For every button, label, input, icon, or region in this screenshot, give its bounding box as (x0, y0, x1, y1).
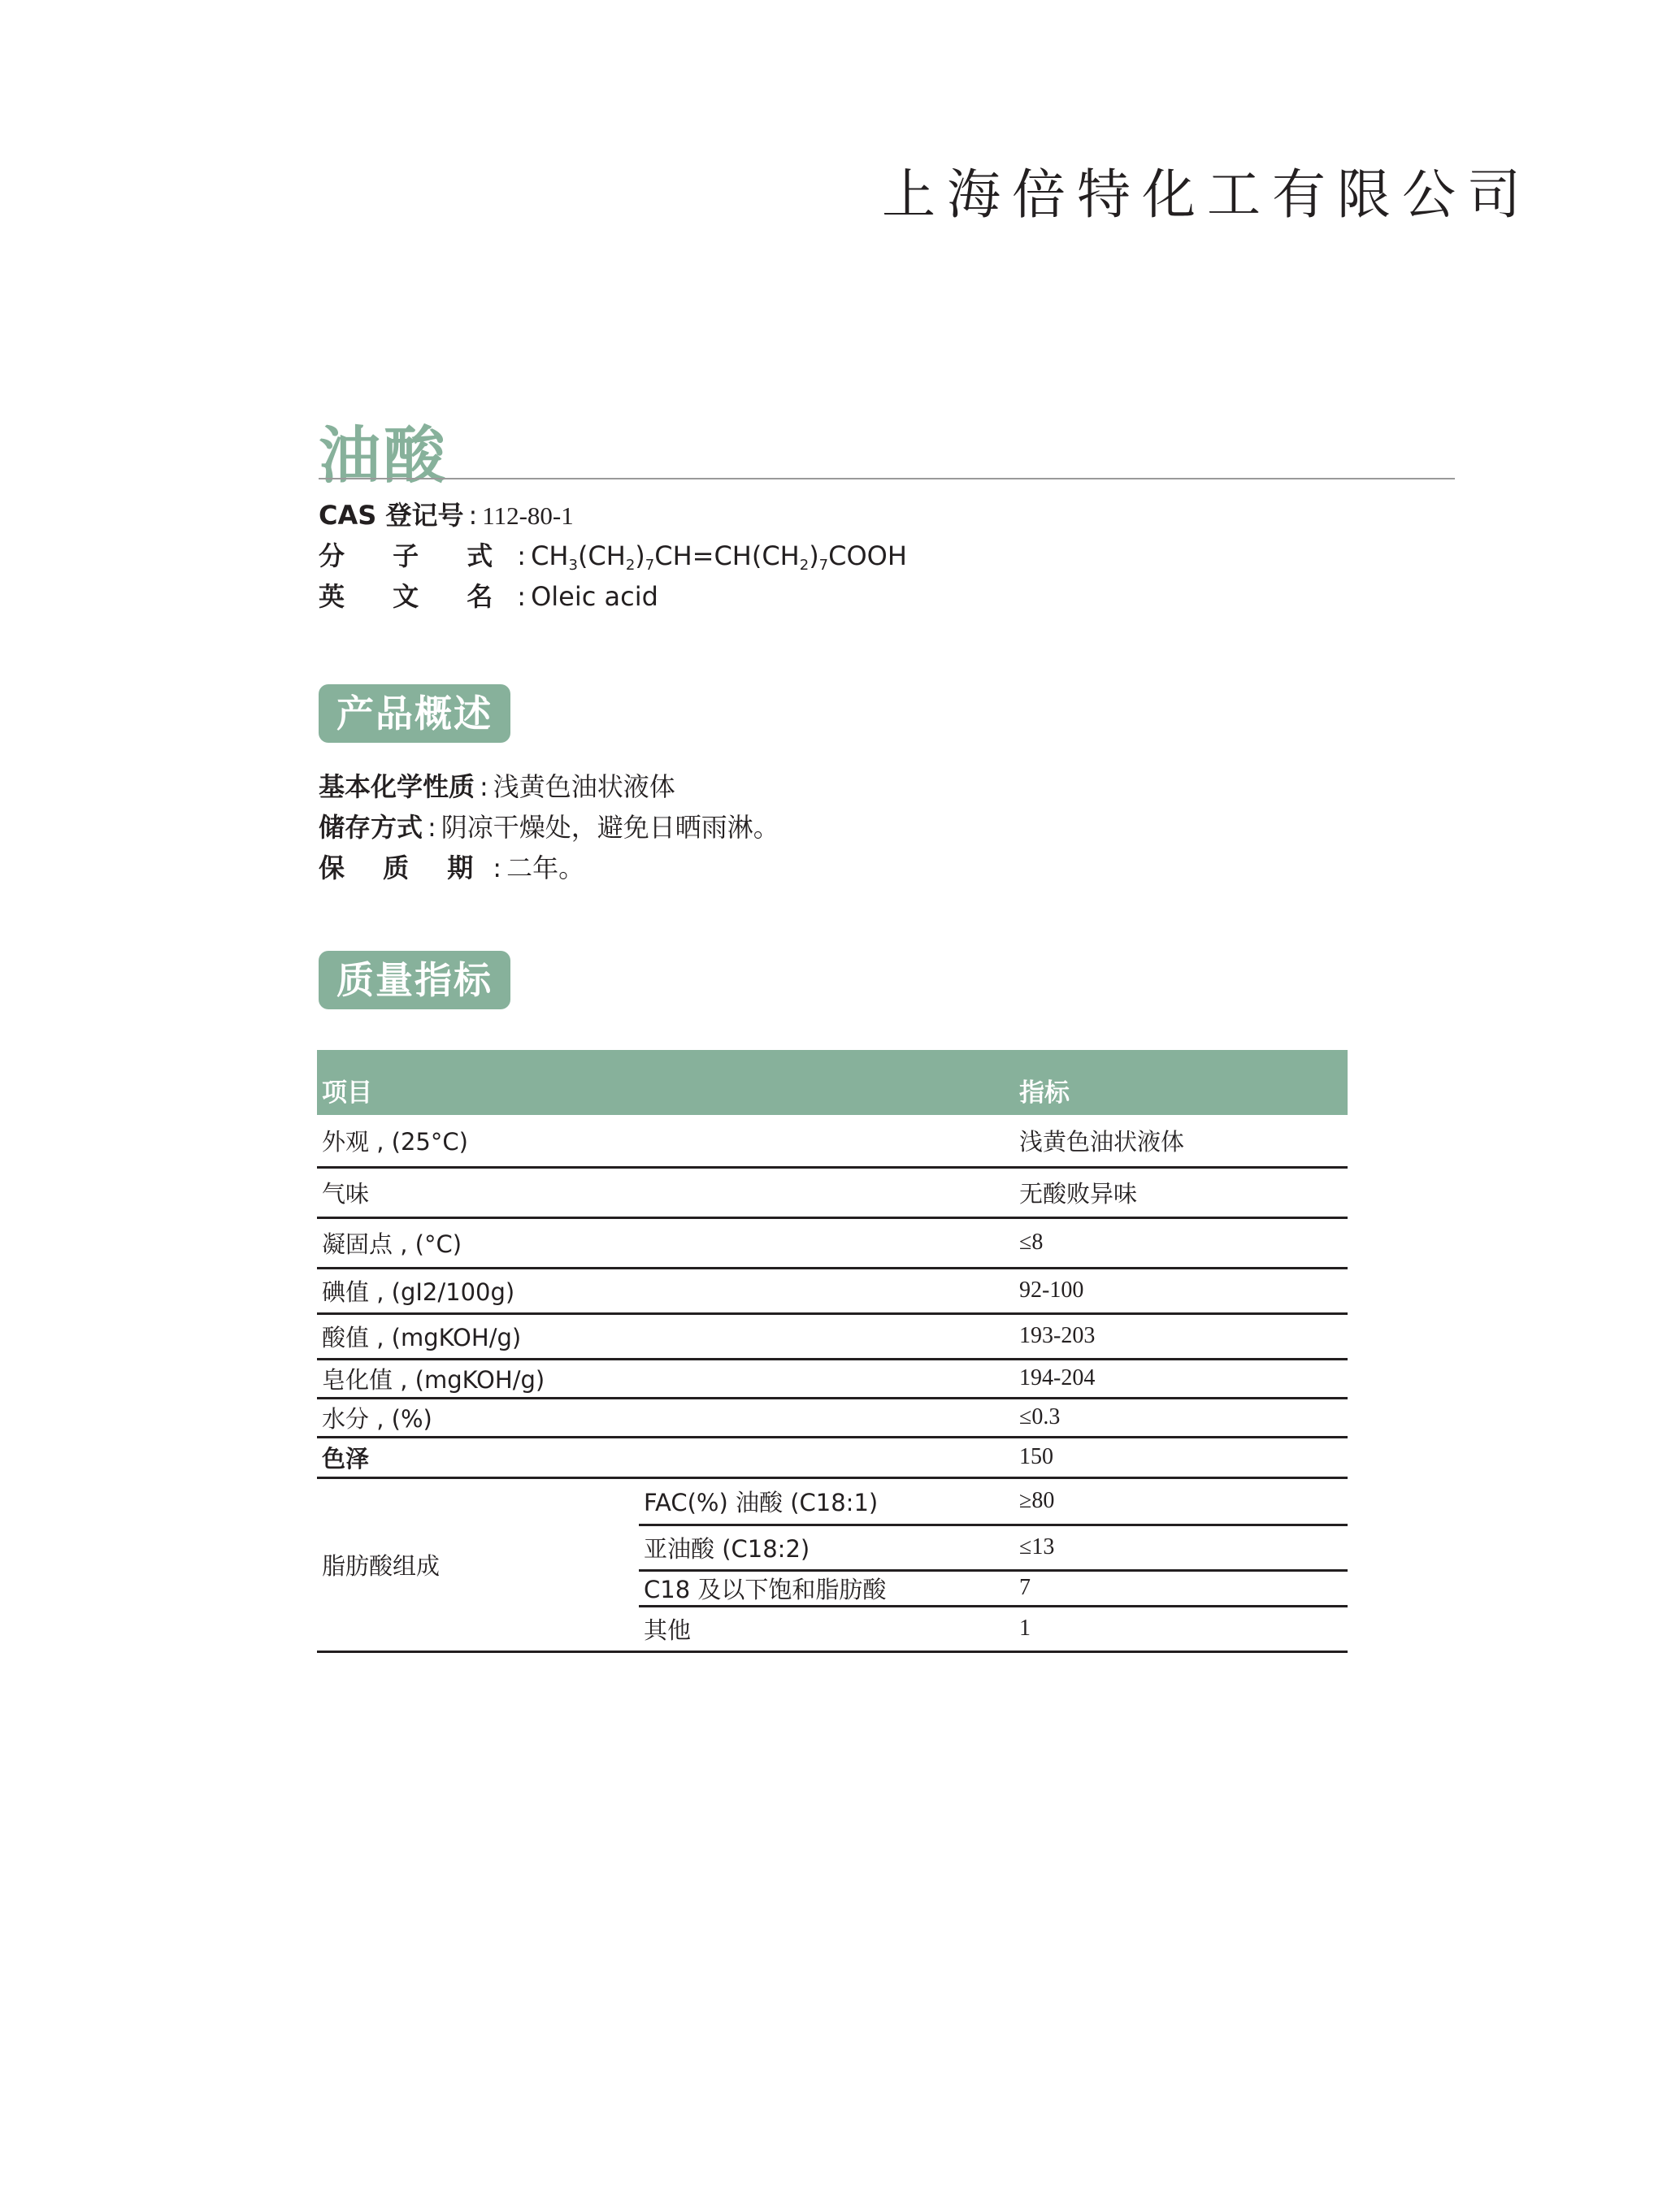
formula-line (319, 538, 907, 574)
overview-item-separator: : (480, 771, 488, 802)
row-value: ≤0.3 (1014, 1398, 1348, 1437)
company-name: 上海倍特化工有限公司 (882, 163, 1532, 226)
row-item: 水分 , (%) (317, 1398, 1014, 1437)
quality-heading: 质量指标 (319, 951, 510, 1009)
cas-value: 112-80-1 (482, 501, 574, 530)
fatty-acid-sub-value: ≤13 (1014, 1525, 1348, 1570)
row-value: 150 (1014, 1437, 1348, 1477)
row-item: 碘值 , (gI2/100g) (317, 1268, 1014, 1313)
row-item: 外观 , (25°C) (317, 1115, 1014, 1167)
table-header-row (317, 1050, 1348, 1115)
formula-value: $CH_3(CH_2)_7CH=CH(CH_2)_7COOH$ (531, 540, 907, 574)
row-value: 194-204 (1014, 1359, 1348, 1398)
row-value: 193-203 (1014, 1313, 1348, 1359)
table-row (317, 1359, 1348, 1398)
overview-item-value: 阴凉干燥处，避免日晒雨淋。 (441, 812, 779, 843)
fatty-acid-sub-item: 其他 (639, 1606, 1014, 1651)
overview-item-separator: : (428, 812, 436, 843)
product-title: 油酸 (319, 419, 449, 492)
overview-item-value: 二年。 (506, 852, 585, 883)
overview-item (319, 850, 584, 886)
overview-item-separator: : (493, 852, 502, 883)
overview-heading: 产品概述 (319, 684, 510, 743)
overview-item (319, 809, 779, 845)
row-item: 皂化值 , (mgKOH/g) (317, 1359, 1014, 1398)
formula-label: 分 子 式 (319, 540, 513, 571)
table-row (317, 1313, 1348, 1359)
english-name-line (319, 579, 658, 614)
cas-separator: : (468, 500, 478, 531)
fatty-acid-label: 脂肪酸组成 (317, 1477, 639, 1651)
cas-line (319, 497, 574, 534)
fatty-acid-sub-value: 7 (1014, 1570, 1348, 1606)
table-row (317, 1398, 1348, 1437)
english-name-separator: : (517, 581, 527, 612)
fatty-acid-sub-item: C18 及以下饱和脂肪酸 (639, 1570, 1014, 1606)
table-row (317, 1268, 1348, 1313)
fatty-acid-sub-value: 1 (1014, 1606, 1348, 1651)
table-row (317, 1477, 1348, 1525)
title-divider (319, 478, 1455, 479)
column-header-item: 项目 (317, 1050, 1014, 1115)
english-name-label: 英 文 名 (319, 581, 513, 612)
formula-separator: : (517, 540, 527, 571)
row-item: 酸值 , (mgKOH/g) (317, 1313, 1014, 1359)
row-value: 浅黄色油状液体 (1014, 1115, 1348, 1167)
row-value: 92-100 (1014, 1268, 1348, 1313)
overview-item-label: 储存方式 (319, 812, 423, 843)
row-value: 无酸败异味 (1014, 1167, 1348, 1217)
column-header-value: 指标 (1014, 1050, 1348, 1115)
overview-item-value: 浅黄色油状液体 (493, 771, 675, 802)
fatty-acid-sub-item: 亚油酸 (C18:2) (639, 1525, 1014, 1570)
row-item: 凝固点 , (°C) (317, 1217, 1014, 1268)
cas-label: CAS 登记号 (319, 500, 464, 531)
quality-table (317, 1050, 1348, 1653)
overview-item (319, 769, 675, 805)
table-row (317, 1167, 1348, 1217)
english-name-value: Oleic acid (531, 581, 658, 612)
overview-item-label: 保 质 期 (319, 852, 488, 883)
table-row (317, 1437, 1348, 1477)
row-item: 色泽 (317, 1437, 1014, 1477)
row-item: 气味 (317, 1167, 1014, 1217)
fatty-acid-sub-item: FAC(%) 油酸 (C18:1) (639, 1477, 1014, 1525)
overview-item-label: 基本化学性质 (319, 771, 475, 802)
fatty-acid-sub-value: ≥80 (1014, 1477, 1348, 1525)
table-row (317, 1115, 1348, 1167)
row-value: ≤8 (1014, 1217, 1348, 1268)
table-row (317, 1217, 1348, 1268)
